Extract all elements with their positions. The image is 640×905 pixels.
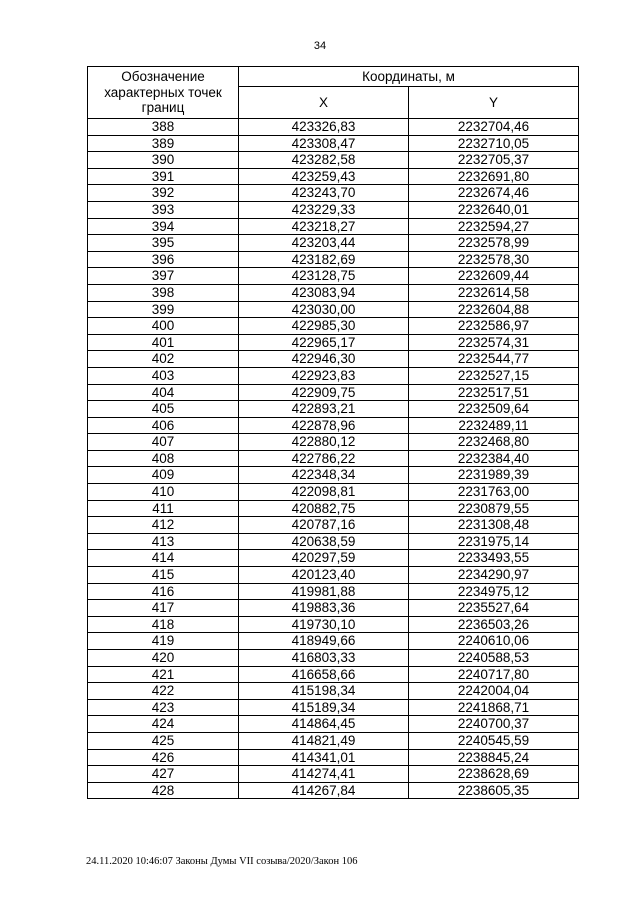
cell-y: 2231308,48 (409, 517, 579, 534)
header-designation: Обозначение характерных точек границ (88, 67, 239, 119)
cell-x: 420297,59 (239, 550, 409, 567)
cell-x: 423326,83 (239, 119, 409, 136)
table-row (88, 583, 579, 600)
cell-point: 389 (88, 135, 239, 152)
table-row (88, 716, 579, 733)
cell-y: 2232468,80 (409, 434, 579, 451)
table-row (88, 484, 579, 501)
cell-point: 426 (88, 749, 239, 766)
cell-y: 2232489,11 (409, 417, 579, 434)
cell-point: 412 (88, 517, 239, 534)
cell-y: 2234290,97 (409, 567, 579, 584)
cell-point: 419 (88, 633, 239, 650)
cell-point: 421 (88, 666, 239, 683)
table-row (88, 782, 579, 799)
table-row (88, 533, 579, 550)
cell-x: 419883,36 (239, 600, 409, 617)
table-row (88, 650, 579, 667)
cell-x: 423182,69 (239, 251, 409, 268)
cell-x: 415198,34 (239, 683, 409, 700)
cell-y: 2242004,04 (409, 683, 579, 700)
cell-point: 394 (88, 218, 239, 235)
table-row (88, 417, 579, 434)
cell-point: 415 (88, 567, 239, 584)
table-row (88, 633, 579, 650)
cell-x: 414341,01 (239, 749, 409, 766)
cell-point: 391 (88, 168, 239, 185)
cell-y: 2232705,37 (409, 152, 579, 169)
cell-point: 399 (88, 301, 239, 318)
cell-x: 422098,81 (239, 484, 409, 501)
cell-x: 414821,49 (239, 732, 409, 749)
cell-y: 2232640,01 (409, 201, 579, 218)
cell-point: 403 (88, 367, 239, 384)
cell-point: 417 (88, 600, 239, 617)
footer-stamp: 24.11.2020 10:46:07 Законы Думы VII созыва/2020/Закон 106 (86, 856, 358, 867)
cell-y: 2235527,64 (409, 600, 579, 617)
header-y: Y (409, 87, 579, 119)
cell-point: 427 (88, 766, 239, 783)
table-row (88, 235, 579, 252)
cell-x: 420882,75 (239, 500, 409, 517)
cell-y: 2232517,51 (409, 384, 579, 401)
cell-y: 2240700,37 (409, 716, 579, 733)
cell-point: 393 (88, 201, 239, 218)
cell-y: 2232574,31 (409, 334, 579, 351)
cell-y: 2234975,12 (409, 583, 579, 600)
table-row (88, 616, 579, 633)
cell-x: 422893,21 (239, 401, 409, 418)
cell-y: 2236503,26 (409, 616, 579, 633)
table-row (88, 119, 579, 136)
cell-y: 2230879,55 (409, 500, 579, 517)
cell-y: 2238628,69 (409, 766, 579, 783)
table-row (88, 334, 579, 351)
cell-y: 2232710,05 (409, 135, 579, 152)
cell-y: 2232674,46 (409, 185, 579, 202)
table-row (88, 251, 579, 268)
table-row (88, 450, 579, 467)
cell-x: 420123,40 (239, 567, 409, 584)
cell-x: 423308,47 (239, 135, 409, 152)
table-row (88, 351, 579, 368)
table-row (88, 284, 579, 301)
cell-y: 2232509,64 (409, 401, 579, 418)
cell-y: 2231975,14 (409, 533, 579, 550)
table-row (88, 732, 579, 749)
table-row (88, 550, 579, 567)
table-row (88, 500, 579, 517)
cell-point: 413 (88, 533, 239, 550)
table-row (88, 318, 579, 335)
cell-x: 422880,12 (239, 434, 409, 451)
cell-x: 423203,44 (239, 235, 409, 252)
cell-x: 416803,33 (239, 650, 409, 667)
cell-point: 408 (88, 450, 239, 467)
table-row (88, 699, 579, 716)
cell-point: 405 (88, 401, 239, 418)
cell-y: 2232586,97 (409, 318, 579, 335)
table-row (88, 384, 579, 401)
cell-x: 423259,43 (239, 168, 409, 185)
table-row (88, 135, 579, 152)
cell-point: 395 (88, 235, 239, 252)
cell-y: 2232704,46 (409, 119, 579, 136)
cell-x: 420787,16 (239, 517, 409, 534)
cell-y: 2240588,53 (409, 650, 579, 667)
table-row (88, 567, 579, 584)
cell-point: 411 (88, 500, 239, 517)
cell-x: 423243,70 (239, 185, 409, 202)
cell-x: 423030,00 (239, 301, 409, 318)
cell-y: 2238605,35 (409, 782, 579, 799)
table-row (88, 268, 579, 285)
cell-y: 2232604,88 (409, 301, 579, 318)
cell-y: 2232691,80 (409, 168, 579, 185)
cell-point: 388 (88, 119, 239, 136)
cell-point: 400 (88, 318, 239, 335)
cell-x: 414864,45 (239, 716, 409, 733)
cell-x: 415189,34 (239, 699, 409, 716)
table-row (88, 301, 579, 318)
cell-y: 2231763,00 (409, 484, 579, 501)
cell-point: 425 (88, 732, 239, 749)
header-x: X (239, 87, 409, 119)
cell-x: 419730,10 (239, 616, 409, 633)
cell-x: 414274,41 (239, 766, 409, 783)
cell-y: 2231989,39 (409, 467, 579, 484)
cell-point: 406 (88, 417, 239, 434)
cell-point: 420 (88, 650, 239, 667)
cell-x: 422923,83 (239, 367, 409, 384)
cell-y: 2232594,27 (409, 218, 579, 235)
cell-x: 423083,94 (239, 284, 409, 301)
table-row (88, 168, 579, 185)
cell-x: 423128,75 (239, 268, 409, 285)
cell-point: 407 (88, 434, 239, 451)
cell-y: 2232527,15 (409, 367, 579, 384)
cell-point: 398 (88, 284, 239, 301)
cell-y: 2232578,99 (409, 235, 579, 252)
cell-point: 404 (88, 384, 239, 401)
cell-x: 422946,30 (239, 351, 409, 368)
cell-y: 2232544,77 (409, 351, 579, 368)
table-row (88, 152, 579, 169)
cell-point: 402 (88, 351, 239, 368)
cell-y: 2233493,55 (409, 550, 579, 567)
table-row (88, 185, 579, 202)
cell-x: 422348,34 (239, 467, 409, 484)
cell-x: 423282,58 (239, 152, 409, 169)
cell-point: 424 (88, 716, 239, 733)
table-row (88, 683, 579, 700)
cell-point: 422 (88, 683, 239, 700)
cell-y: 2240545,59 (409, 732, 579, 749)
cell-point: 401 (88, 334, 239, 351)
cell-point: 396 (88, 251, 239, 268)
cell-x: 423218,27 (239, 218, 409, 235)
cell-x: 414267,84 (239, 782, 409, 799)
cell-y: 2238845,24 (409, 749, 579, 766)
table-header (88, 67, 579, 119)
cell-point: 397 (88, 268, 239, 285)
cell-y: 2232609,44 (409, 268, 579, 285)
cell-y: 2232614,58 (409, 284, 579, 301)
table-row (88, 434, 579, 451)
table-row (88, 367, 579, 384)
cell-x: 419981,88 (239, 583, 409, 600)
cell-point: 390 (88, 152, 239, 169)
table-row (88, 749, 579, 766)
table-row (88, 467, 579, 484)
cell-x: 420638,59 (239, 533, 409, 550)
cell-x: 418949,66 (239, 633, 409, 650)
cell-point: 418 (88, 616, 239, 633)
cell-point: 392 (88, 185, 239, 202)
cell-y: 2241868,71 (409, 699, 579, 716)
cell-point: 410 (88, 484, 239, 501)
cell-point: 428 (88, 782, 239, 799)
cell-x: 423229,33 (239, 201, 409, 218)
table-body (88, 119, 579, 799)
table-row (88, 600, 579, 617)
table-row (88, 766, 579, 783)
page-number: 34 (313, 40, 327, 52)
cell-x: 422985,30 (239, 318, 409, 335)
cell-x: 422965,17 (239, 334, 409, 351)
coordinates-table (87, 66, 579, 799)
cell-point: 414 (88, 550, 239, 567)
cell-y: 2240610,06 (409, 633, 579, 650)
cell-point: 409 (88, 467, 239, 484)
cell-x: 422786,22 (239, 450, 409, 467)
cell-point: 423 (88, 699, 239, 716)
table-row (88, 517, 579, 534)
table-row (88, 218, 579, 235)
cell-x: 422909,75 (239, 384, 409, 401)
cell-point: 416 (88, 583, 239, 600)
table-row (88, 666, 579, 683)
table-row (88, 401, 579, 418)
table-row (88, 201, 579, 218)
header-coordinates: Координаты, м (239, 67, 579, 87)
cell-y: 2232578,30 (409, 251, 579, 268)
cell-y: 2232384,40 (409, 450, 579, 467)
cell-x: 416658,66 (239, 666, 409, 683)
cell-y: 2240717,80 (409, 666, 579, 683)
cell-x: 422878,96 (239, 417, 409, 434)
